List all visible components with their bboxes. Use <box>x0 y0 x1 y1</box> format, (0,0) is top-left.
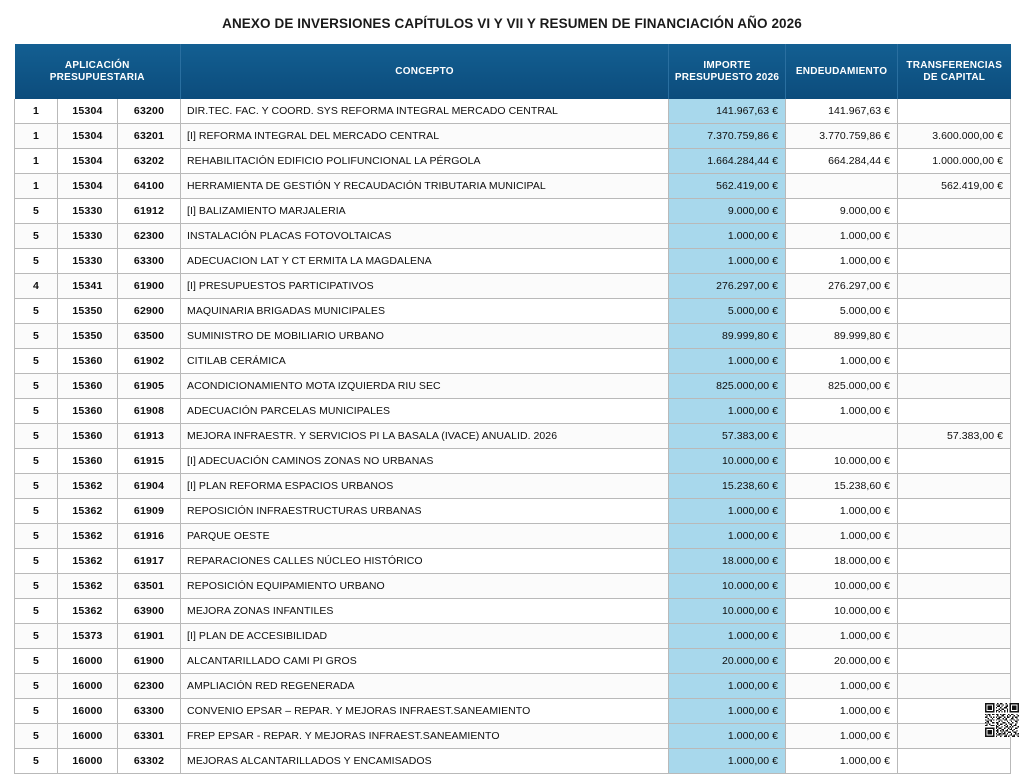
cell-economica: 64100 <box>118 174 181 199</box>
table-row[interactable] <box>15 674 1011 699</box>
cell-transferencias-de-capital <box>898 349 1011 374</box>
cell-importe-presupuesto: 1.664.284,44 € <box>669 149 786 174</box>
table-row[interactable] <box>15 199 1011 224</box>
cell-capitulo: 5 <box>15 649 58 674</box>
cell-programa: 15304 <box>58 174 118 199</box>
cell-programa: 16000 <box>58 674 118 699</box>
table-row[interactable] <box>15 449 1011 474</box>
cell-capitulo: 1 <box>15 124 58 149</box>
cell-capitulo: 5 <box>15 499 58 524</box>
cell-programa: 15362 <box>58 524 118 549</box>
cell-transferencias-de-capital <box>898 749 1011 774</box>
cell-programa: 15362 <box>58 549 118 574</box>
column-header-endeudamiento: ENDEUDAMIENTO <box>786 44 898 99</box>
cell-concepto: PARQUE OESTE <box>181 524 669 549</box>
cell-transferencias-de-capital: 1.000.000,00 € <box>898 149 1011 174</box>
cell-importe-presupuesto: 20.000,00 € <box>669 649 786 674</box>
table-row[interactable] <box>15 724 1011 749</box>
cell-transferencias-de-capital <box>898 649 1011 674</box>
table-row[interactable] <box>15 524 1011 549</box>
cell-programa: 15360 <box>58 449 118 474</box>
cell-economica: 61900 <box>118 649 181 674</box>
table-row[interactable] <box>15 749 1011 774</box>
cell-endeudamiento: 276.297,00 € <box>786 274 898 299</box>
budget-table-container <box>14 44 1010 774</box>
cell-importe-presupuesto: 89.999,80 € <box>669 324 786 349</box>
cell-capitulo: 5 <box>15 224 58 249</box>
cell-transferencias-de-capital <box>898 324 1011 349</box>
cell-importe-presupuesto: 1.000,00 € <box>669 399 786 424</box>
cell-importe-presupuesto: 1.000,00 € <box>669 349 786 374</box>
cell-endeudamiento: 141.967,63 € <box>786 99 898 124</box>
cell-economica: 63500 <box>118 324 181 349</box>
cell-importe-presupuesto: 10.000,00 € <box>669 599 786 624</box>
cell-economica: 61917 <box>118 549 181 574</box>
table-row[interactable] <box>15 274 1011 299</box>
table-row[interactable] <box>15 174 1011 199</box>
cell-importe-presupuesto: 276.297,00 € <box>669 274 786 299</box>
cell-importe-presupuesto: 1.000,00 € <box>669 724 786 749</box>
cell-capitulo: 5 <box>15 749 58 774</box>
cell-transferencias-de-capital <box>898 399 1011 424</box>
page-title: ANEXO DE INVERSIONES CAPÍTULOS VI Y VII Y RESUMEN DE FINANCIACIÓN AÑO 2026 <box>222 16 802 31</box>
cell-capitulo: 5 <box>15 374 58 399</box>
cell-economica: 63900 <box>118 599 181 624</box>
column-header-importe-presupuesto: IMPORTE PRESUPUESTO 2026 <box>669 44 786 99</box>
table-row[interactable] <box>15 249 1011 274</box>
cell-economica: 61912 <box>118 199 181 224</box>
column-header-transferencias-de-capital: TRANSFERENCIAS DE CAPITAL <box>898 44 1011 99</box>
cell-concepto: HERRAMIENTA DE GESTIÓN Y RECAUDACIÓN TRIBUTARIA MUNICIPAL <box>181 174 669 199</box>
cell-concepto: MEJORAS ALCANTARILLADOS Y ENCAMISADOS <box>181 749 669 774</box>
cell-programa: 16000 <box>58 749 118 774</box>
cell-endeudamiento: 5.000,00 € <box>786 299 898 324</box>
table-row[interactable] <box>15 649 1011 674</box>
cell-concepto: ACONDICIONAMIENTO MOTA IZQUIERDA RIU SEC <box>181 374 669 399</box>
cell-capitulo: 1 <box>15 174 58 199</box>
cell-economica: 63301 <box>118 724 181 749</box>
cell-capitulo: 5 <box>15 399 58 424</box>
table-row[interactable] <box>15 549 1011 574</box>
cell-concepto: [I] PRESUPUESTOS PARTICIPATIVOS <box>181 274 669 299</box>
cell-endeudamiento: 1.000,00 € <box>786 499 898 524</box>
cell-concepto: INSTALACIÓN PLACAS FOTOVOLTAICAS <box>181 224 669 249</box>
cell-importe-presupuesto: 1.000,00 € <box>669 749 786 774</box>
cell-capitulo: 5 <box>15 699 58 724</box>
cell-transferencias-de-capital <box>898 499 1011 524</box>
table-row[interactable] <box>15 599 1011 624</box>
cell-concepto: MEJORA ZONAS INFANTILES <box>181 599 669 624</box>
cell-programa: 15360 <box>58 424 118 449</box>
cell-importe-presupuesto: 18.000,00 € <box>669 549 786 574</box>
cell-endeudamiento: 3.770.759,86 € <box>786 124 898 149</box>
cell-transferencias-de-capital: 3.600.000,00 € <box>898 124 1011 149</box>
cell-programa: 15304 <box>58 124 118 149</box>
cell-concepto: REPARACIONES CALLES NÚCLEO HISTÓRICO <box>181 549 669 574</box>
table-row[interactable] <box>15 224 1011 249</box>
cell-concepto: CONVENIO EPSAR – REPAR. Y MEJORAS INFRAEST.SANEAMIENTO <box>181 699 669 724</box>
table-header <box>15 44 1011 99</box>
cell-economica: 63202 <box>118 149 181 174</box>
cell-concepto: DIR.TEC. FAC. Y COORD. SYS REFORMA INTEGRAL MERCADO CENTRAL <box>181 99 669 124</box>
cell-endeudamiento: 1.000,00 € <box>786 249 898 274</box>
cell-capitulo: 5 <box>15 449 58 474</box>
cell-capitulo: 5 <box>15 474 58 499</box>
cell-economica: 63201 <box>118 124 181 149</box>
cell-economica: 61908 <box>118 399 181 424</box>
cell-endeudamiento: 10.000,00 € <box>786 599 898 624</box>
cell-endeudamiento: 1.000,00 € <box>786 674 898 699</box>
qr-code-icon <box>985 703 1019 737</box>
cell-economica: 61916 <box>118 524 181 549</box>
table-header-row <box>15 44 1011 99</box>
cell-capitulo: 5 <box>15 324 58 349</box>
cell-importe-presupuesto: 57.383,00 € <box>669 424 786 449</box>
cell-transferencias-de-capital <box>898 599 1011 624</box>
cell-endeudamiento: 1.000,00 € <box>786 724 898 749</box>
cell-concepto: ADECUACIÓN PARCELAS MUNICIPALES <box>181 399 669 424</box>
cell-capitulo: 5 <box>15 599 58 624</box>
cell-transferencias-de-capital <box>898 474 1011 499</box>
cell-transferencias-de-capital <box>898 249 1011 274</box>
cell-economica: 61915 <box>118 449 181 474</box>
cell-programa: 15360 <box>58 399 118 424</box>
cell-economica: 62300 <box>118 224 181 249</box>
cell-endeudamiento: 10.000,00 € <box>786 449 898 474</box>
table-row[interactable] <box>15 374 1011 399</box>
cell-programa: 15362 <box>58 574 118 599</box>
cell-programa: 15362 <box>58 499 118 524</box>
cell-importe-presupuesto: 7.370.759,86 € <box>669 124 786 149</box>
cell-programa: 16000 <box>58 699 118 724</box>
cell-endeudamiento: 1.000,00 € <box>786 699 898 724</box>
cell-endeudamiento: 1.000,00 € <box>786 399 898 424</box>
cell-programa: 15341 <box>58 274 118 299</box>
cell-transferencias-de-capital <box>898 224 1011 249</box>
cell-endeudamiento: 1.000,00 € <box>786 224 898 249</box>
cell-programa: 16000 <box>58 724 118 749</box>
cell-importe-presupuesto: 1.000,00 € <box>669 624 786 649</box>
cell-programa: 16000 <box>58 649 118 674</box>
cell-endeudamiento: 1.000,00 € <box>786 524 898 549</box>
cell-economica: 63302 <box>118 749 181 774</box>
cell-concepto: ALCANTARILLADO CAMI PI GROS <box>181 649 669 674</box>
table-row[interactable] <box>15 299 1011 324</box>
cell-concepto: [I] PLAN DE ACCESIBILIDAD <box>181 624 669 649</box>
cell-programa: 15373 <box>58 624 118 649</box>
cell-programa: 15360 <box>58 349 118 374</box>
cell-economica: 61909 <box>118 499 181 524</box>
table-body <box>15 99 1011 774</box>
cell-capitulo: 1 <box>15 149 58 174</box>
cell-transferencias-de-capital <box>898 374 1011 399</box>
cell-transferencias-de-capital <box>898 624 1011 649</box>
cell-concepto: REPOSICIÓN EQUIPAMIENTO URBANO <box>181 574 669 599</box>
cell-concepto: SUMINISTRO DE MOBILIARIO URBANO <box>181 324 669 349</box>
cell-economica: 61913 <box>118 424 181 449</box>
cell-endeudamiento: 18.000,00 € <box>786 549 898 574</box>
cell-endeudamiento: 664.284,44 € <box>786 149 898 174</box>
cell-programa: 15360 <box>58 374 118 399</box>
cell-economica: 63300 <box>118 249 181 274</box>
cell-endeudamiento <box>786 424 898 449</box>
cell-capitulo: 5 <box>15 249 58 274</box>
cell-endeudamiento: 15.238,60 € <box>786 474 898 499</box>
cell-transferencias-de-capital: 562.419,00 € <box>898 174 1011 199</box>
cell-concepto: AMPLIACIÓN RED REGENERADA <box>181 674 669 699</box>
table-row[interactable] <box>15 474 1011 499</box>
table-row[interactable] <box>15 574 1011 599</box>
cell-programa: 15330 <box>58 224 118 249</box>
cell-concepto: [I] BALIZAMIENTO MARJALERIA <box>181 199 669 224</box>
cell-economica: 62900 <box>118 299 181 324</box>
cell-importe-presupuesto: 1.000,00 € <box>669 699 786 724</box>
cell-transferencias-de-capital <box>898 674 1011 699</box>
cell-endeudamiento: 9.000,00 € <box>786 199 898 224</box>
cell-transferencias-de-capital <box>898 449 1011 474</box>
cell-endeudamiento: 10.000,00 € <box>786 574 898 599</box>
cell-programa: 15330 <box>58 249 118 274</box>
cell-concepto: [I] REFORMA INTEGRAL DEL MERCADO CENTRAL <box>181 124 669 149</box>
table-row[interactable] <box>15 699 1011 724</box>
table-row[interactable] <box>15 324 1011 349</box>
cell-concepto: [I] PLAN REFORMA ESPACIOS URBANOS <box>181 474 669 499</box>
cell-transferencias-de-capital <box>898 524 1011 549</box>
cell-economica: 63300 <box>118 699 181 724</box>
cell-importe-presupuesto: 10.000,00 € <box>669 574 786 599</box>
cell-transferencias-de-capital <box>898 99 1011 124</box>
cell-importe-presupuesto: 15.238,60 € <box>669 474 786 499</box>
cell-importe-presupuesto: 562.419,00 € <box>669 174 786 199</box>
cell-capitulo: 4 <box>15 274 58 299</box>
cell-economica: 61900 <box>118 274 181 299</box>
cell-endeudamiento: 1.000,00 € <box>786 349 898 374</box>
table-row[interactable] <box>15 499 1011 524</box>
cell-concepto: ADECUACION LAT Y CT ERMITA LA MAGDALENA <box>181 249 669 274</box>
cell-economica: 63200 <box>118 99 181 124</box>
cell-capitulo: 5 <box>15 424 58 449</box>
cell-importe-presupuesto: 10.000,00 € <box>669 449 786 474</box>
table-row[interactable] <box>15 349 1011 374</box>
cell-transferencias-de-capital <box>898 299 1011 324</box>
cell-capitulo: 5 <box>15 524 58 549</box>
column-header-aplicacion-presupuestaria: APLICACIÓN PRESUPUESTARIA <box>15 44 181 99</box>
cell-importe-presupuesto: 141.967,63 € <box>669 99 786 124</box>
cell-importe-presupuesto: 1.000,00 € <box>669 499 786 524</box>
table-row[interactable] <box>15 624 1011 649</box>
table-row[interactable] <box>15 399 1011 424</box>
cell-economica: 61905 <box>118 374 181 399</box>
table-row[interactable] <box>15 124 1011 149</box>
cell-capitulo: 1 <box>15 99 58 124</box>
cell-endeudamiento: 1.000,00 € <box>786 749 898 774</box>
cell-importe-presupuesto: 1.000,00 € <box>669 224 786 249</box>
table-row[interactable] <box>15 99 1011 124</box>
cell-importe-presupuesto: 1.000,00 € <box>669 524 786 549</box>
cell-transferencias-de-capital <box>898 274 1011 299</box>
cell-importe-presupuesto: 9.000,00 € <box>669 199 786 224</box>
cell-programa: 15362 <box>58 599 118 624</box>
cell-capitulo: 5 <box>15 574 58 599</box>
cell-economica: 62300 <box>118 674 181 699</box>
cell-programa: 15330 <box>58 199 118 224</box>
cell-transferencias-de-capital <box>898 549 1011 574</box>
cell-importe-presupuesto: 825.000,00 € <box>669 374 786 399</box>
cell-endeudamiento: 20.000,00 € <box>786 649 898 674</box>
cell-endeudamiento: 1.000,00 € <box>786 624 898 649</box>
cell-concepto: FREP EPSAR - REPAR. Y MEJORAS INFRAEST.SANEAMIENTO <box>181 724 669 749</box>
cell-endeudamiento: 825.000,00 € <box>786 374 898 399</box>
cell-capitulo: 5 <box>15 299 58 324</box>
cell-capitulo: 5 <box>15 624 58 649</box>
cell-programa: 15350 <box>58 299 118 324</box>
cell-importe-presupuesto: 1.000,00 € <box>669 249 786 274</box>
cell-capitulo: 5 <box>15 549 58 574</box>
cell-concepto: REPOSICIÓN INFRAESTRUCTURAS URBANAS <box>181 499 669 524</box>
cell-programa: 15304 <box>58 99 118 124</box>
cell-concepto: MEJORA INFRAESTR. Y SERVICIOS PI LA BASALA (IVACE) ANUALID. 2026 <box>181 424 669 449</box>
table-row[interactable] <box>15 149 1011 174</box>
cell-transferencias-de-capital <box>898 574 1011 599</box>
cell-capitulo: 5 <box>15 199 58 224</box>
cell-programa: 15362 <box>58 474 118 499</box>
cell-economica: 63501 <box>118 574 181 599</box>
cell-endeudamiento <box>786 174 898 199</box>
table-row[interactable] <box>15 424 1011 449</box>
cell-economica: 61901 <box>118 624 181 649</box>
cell-importe-presupuesto: 5.000,00 € <box>669 299 786 324</box>
cell-economica: 61902 <box>118 349 181 374</box>
cell-importe-presupuesto: 1.000,00 € <box>669 674 786 699</box>
cell-concepto: CITILAB CERÁMICA <box>181 349 669 374</box>
cell-transferencias-de-capital <box>898 199 1011 224</box>
cell-capitulo: 5 <box>15 724 58 749</box>
column-header-concepto: CONCEPTO <box>181 44 669 99</box>
investments-table <box>14 44 1011 774</box>
cell-programa: 15350 <box>58 324 118 349</box>
cell-transferencias-de-capital: 57.383,00 € <box>898 424 1011 449</box>
cell-concepto: [I] ADECUACIÓN CAMINOS ZONAS NO URBANAS <box>181 449 669 474</box>
cell-endeudamiento: 89.999,80 € <box>786 324 898 349</box>
cell-concepto: MAQUINARIA BRIGADAS MUNICIPALES <box>181 299 669 324</box>
cell-economica: 61904 <box>118 474 181 499</box>
cell-concepto: REHABILITACIÓN EDIFICIO POLIFUNCIONAL LA PÉRGOLA <box>181 149 669 174</box>
cell-capitulo: 5 <box>15 349 58 374</box>
cell-capitulo: 5 <box>15 674 58 699</box>
cell-programa: 15304 <box>58 149 118 174</box>
